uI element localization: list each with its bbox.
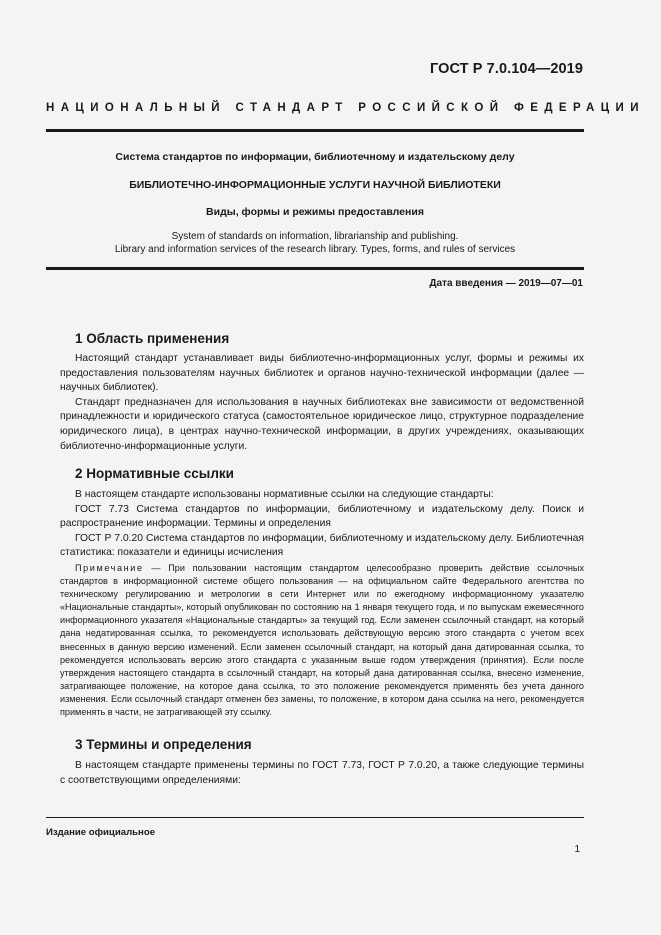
standards-system-title: Система стандартов по информации, библиотечному и издательскому делу bbox=[115, 151, 515, 163]
national-standard-banner: НАЦИОНАЛЬНЫЙ СТАНДАРТ РОССИЙСКОЙ ФЕДЕРАЦИИ bbox=[46, 102, 645, 114]
gost-number: ГОСТ Р 7.0.104—2019 bbox=[429, 61, 583, 77]
note-text: — При пользовании настоящим стандартом целесообразно проверить действие ссылочных стандартов в информационной системе общего пользования — на официальном сайте Федерального агентства по техническому регулированию и метрологии в сети Интернет или по ежегодному информационному указателю «Национальные стандарты», который опубликован по состоянию на 1 января текущего года, и по выпускам ежемесячного информационного указателя «Национальные стандарты» за текущий год. Если заменен ссылочный стандарт, на который дана недатированная ссылка, то рекомендуется использовать действующую версию этого стандарта с учетом всех внесенных в данную версию изменений. Если заменен ссылочный стандарт, на который дана датированная ссылка, то рекомендуется использовать версию этого стандарта с указанным выше годом утверждения (принятия). Если после утверждения настоящего стандарта в ссылочный стандарт, на который дана датированная ссылка, внесено изменение, затрагивающее положение, на которое дана ссылка, то это положение рекомендуется применять без учета данного изменения. Если ссылочный стандарт отменен без замены, то положение, в котором дана ссылка на него, рекомендуется применять в части, не затрагивающей эту ссылку. bbox=[60, 563, 584, 718]
section-2-note bbox=[60, 562, 584, 719]
section-2-reference-gost-7-73: ГОСТ 7.73 Система стандартов по информации, библиотечному и издательскому делу. Поиск и распространение информации. Термины и определения bbox=[60, 503, 584, 530]
section-1-paragraph-2: Стандарт предназначен для использования в научных библиотеках вне зависимости от ведомственной принадлежности и юридического статуса (самостоятельное юридическое лицо, структурное подразделение юридического лица), в центрах научно-технической информации, в других учреждениях, оказывающих библиотечно-информационные услуги. bbox=[60, 396, 584, 452]
english-title-line-2: Library and information services of the research library. Types, forms, and rules of services bbox=[114, 244, 516, 255]
section-1-body bbox=[60, 352, 584, 454]
section-3-body bbox=[60, 759, 584, 788]
section-1-heading: 1 Область применения bbox=[75, 331, 230, 346]
official-edition-label: Издание официальное bbox=[46, 827, 156, 838]
footer-rule bbox=[46, 817, 584, 818]
document-subtitle: Виды, формы и режимы предоставления bbox=[206, 206, 424, 218]
top-rule bbox=[46, 129, 584, 132]
section-3-paragraph-1: В настоящем стандарте применены термины по ГОСТ 7.73, ГОСТ Р 7.0.20, а также следующие термины с соответствующими определениями: bbox=[60, 760, 584, 786]
page-number: 1 bbox=[574, 844, 580, 855]
document-title: БИБЛИОТЕЧНО-ИНФОРМАЦИОННЫЕ УСЛУГИ НАУЧНОЙ БИБЛИОТЕКИ bbox=[129, 179, 501, 191]
section-2-body bbox=[60, 488, 584, 561]
section-2-heading: 2 Нормативные ссылки bbox=[75, 466, 234, 481]
english-title-line-1: System of standards on information, librarianship and publishing. bbox=[171, 231, 459, 242]
section-2-paragraph-1: В настоящем стандарте использованы нормативные ссылки на следующие стандарты: bbox=[75, 489, 494, 500]
english-title bbox=[46, 230, 584, 256]
introduction-date: Дата введения — 2019—07—01 bbox=[429, 278, 583, 289]
section-2-reference-gost-r-7-0-20: ГОСТ Р 7.0.20 Система стандартов по информации, библиотечному и издательскому делу. Библиотечная статистика: показатели и единицы исчисления bbox=[60, 532, 584, 559]
section-3-heading: 3 Термины и определения bbox=[75, 737, 252, 752]
section-1-paragraph-1: Настоящий стандарт устанавливает виды библиотечно-информационных услуг, формы и режимы их предоставления пользователям научных библиотек и органов научно-технической информации (далее — научных библиотек). bbox=[60, 353, 584, 394]
note-label: Примечание bbox=[75, 563, 144, 573]
title-bottom-rule bbox=[46, 267, 584, 270]
